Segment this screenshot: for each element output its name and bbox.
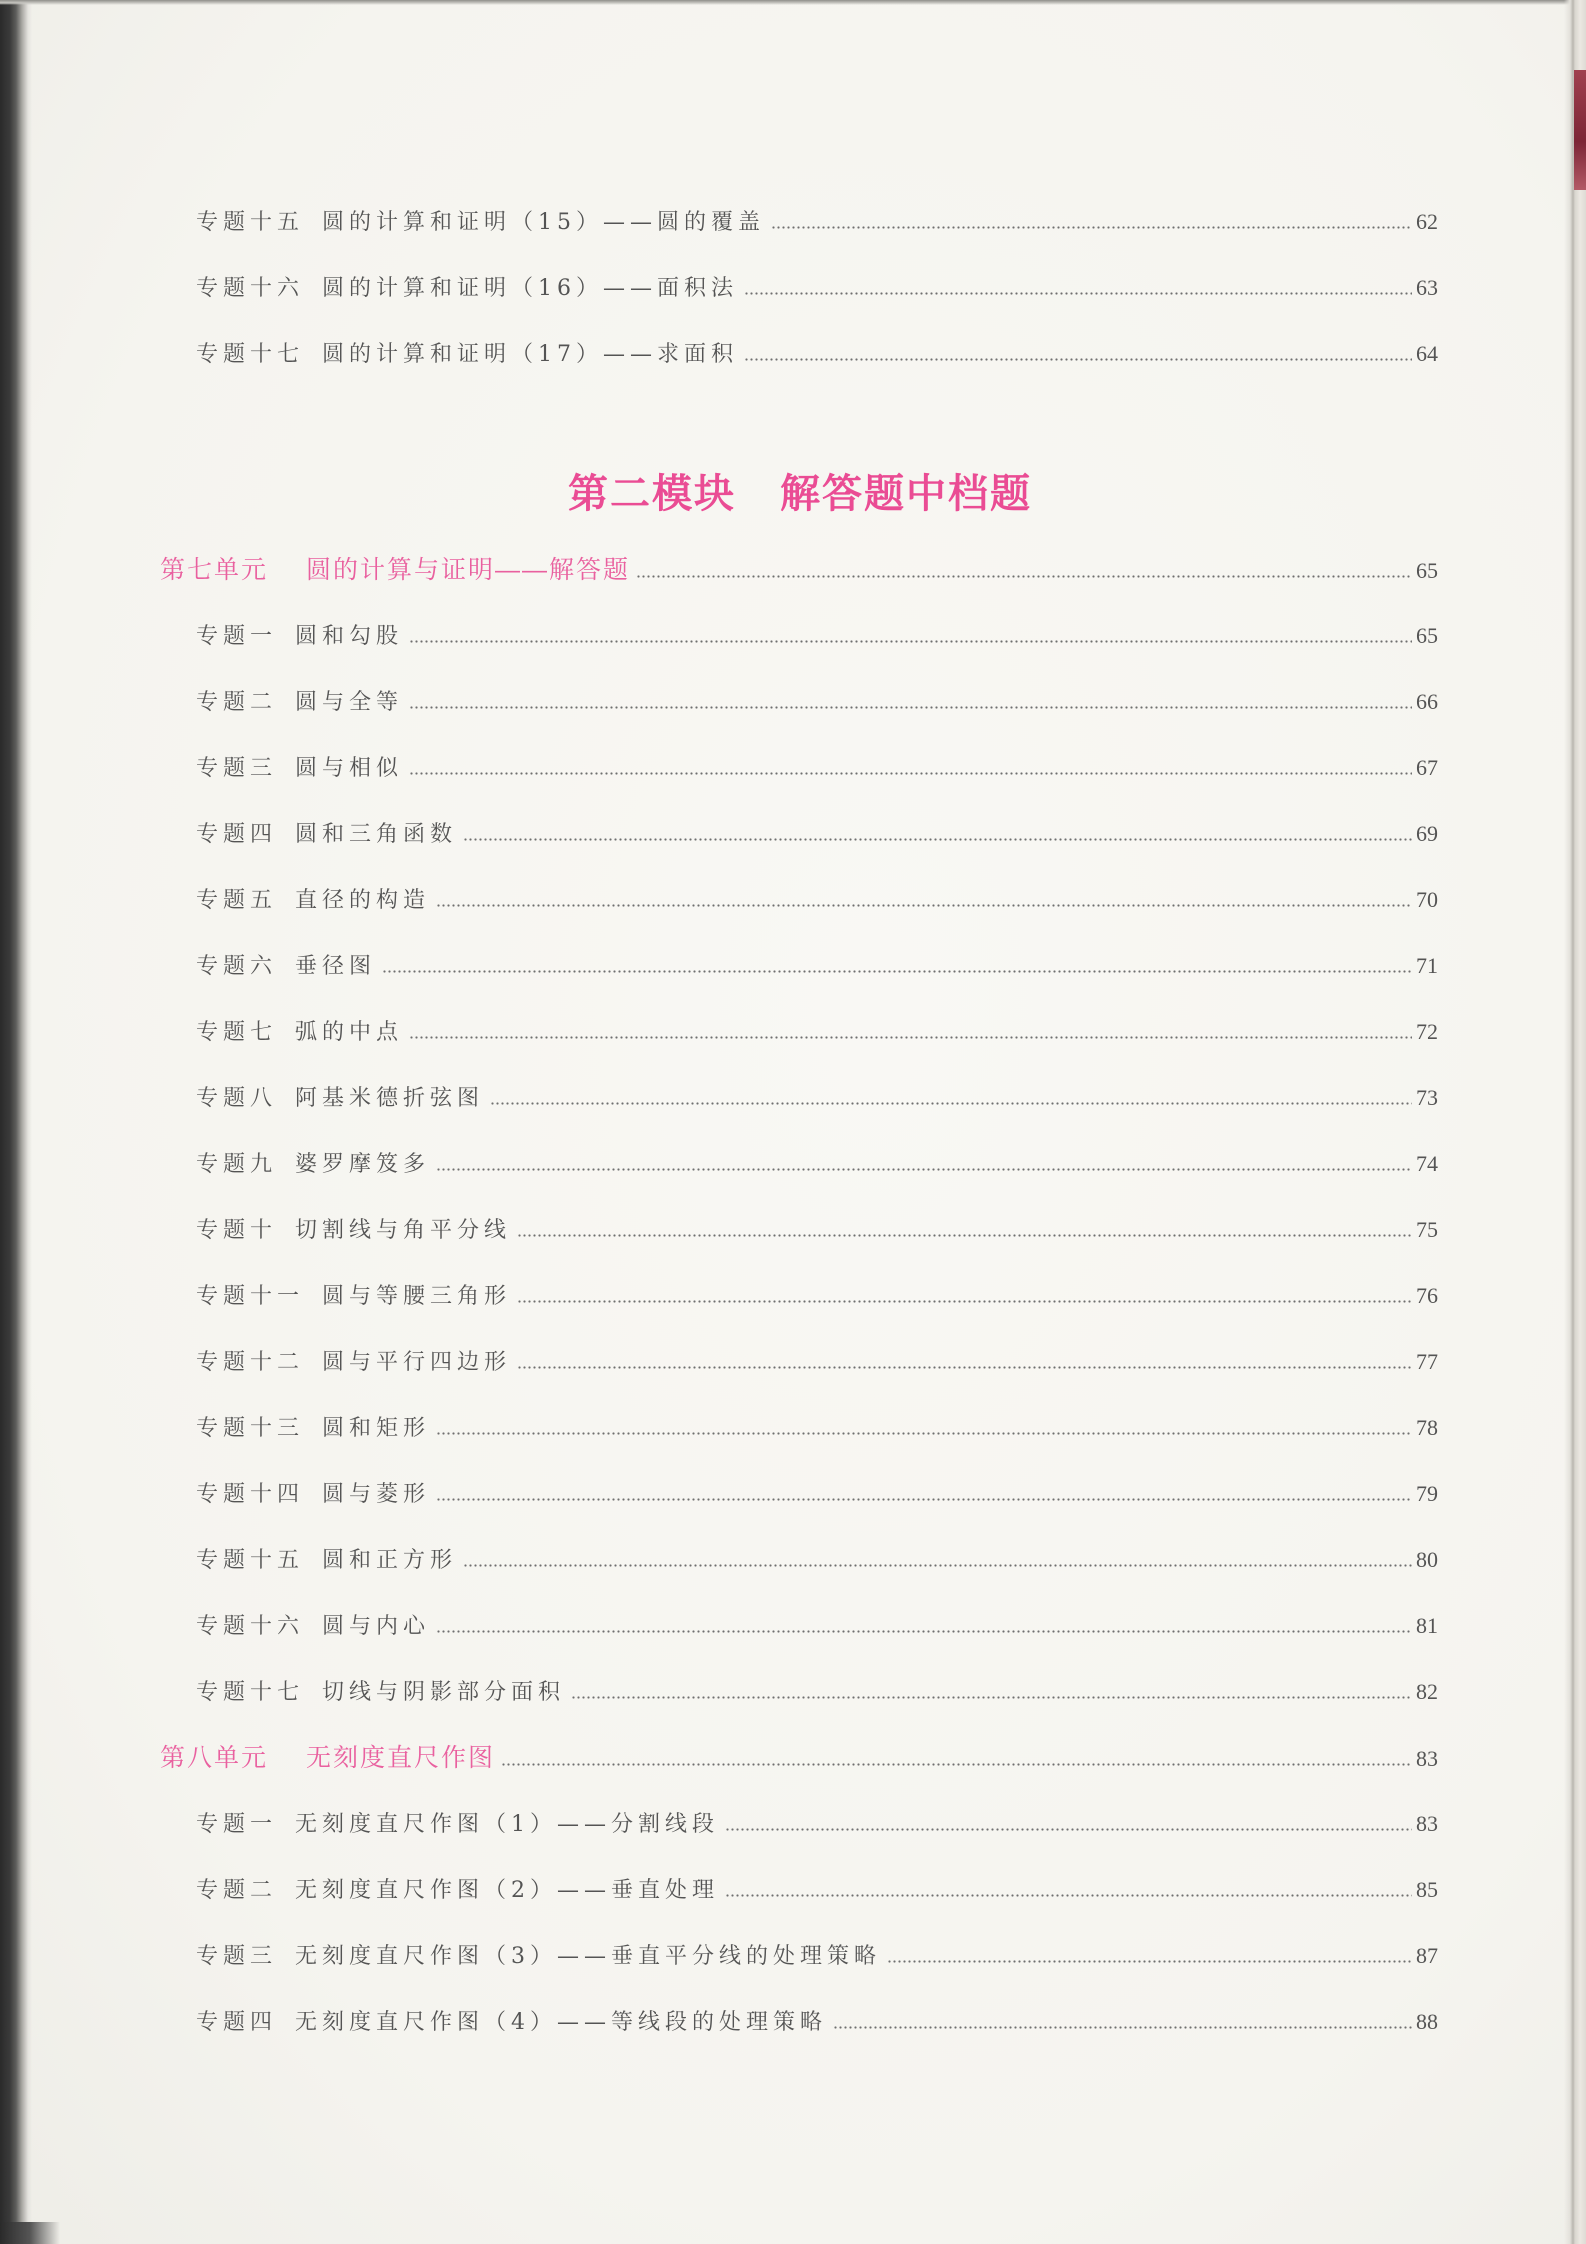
topic-number: 专题十五 xyxy=(196,1548,305,1573)
page-number: 67 xyxy=(1416,755,1438,780)
toc-entry xyxy=(0,867,1438,933)
topic-number: 专题十四 xyxy=(196,1482,305,1507)
topic-title: 婆罗摩笈多 xyxy=(295,1152,431,1177)
toc-entry xyxy=(0,669,1438,735)
dot-leader xyxy=(744,292,1412,295)
dot-leader xyxy=(517,1300,1412,1303)
page-number: 64 xyxy=(1416,341,1438,366)
topic-number: 专题五 xyxy=(196,888,278,913)
topic-title: 圆与菱形 xyxy=(322,1482,431,1507)
dot-leader xyxy=(463,838,1412,841)
toc-entry xyxy=(0,1923,1438,1989)
dot-leader xyxy=(409,1036,1412,1039)
dot-leader xyxy=(436,904,1412,907)
dot-leader xyxy=(382,970,1412,973)
topic-title: 阿基米德折弦图 xyxy=(295,1086,485,1111)
topic-number: 专题三 xyxy=(196,1944,278,1969)
toc-entry xyxy=(0,1527,1438,1593)
toc-entry xyxy=(0,1461,1438,1527)
topic-title: 无刻度直尺作图（4）——等线段的处理策略 xyxy=(295,2010,828,2035)
toc-unit-list xyxy=(0,537,1438,2055)
module-heading xyxy=(14,466,1586,522)
toc-entry xyxy=(0,1395,1438,1461)
dot-leader xyxy=(517,1234,1412,1237)
topic-number: 专题七 xyxy=(196,1020,278,1045)
dot-leader xyxy=(771,226,1412,229)
page-number: 62 xyxy=(1416,209,1438,234)
page-number: 83 xyxy=(1416,1746,1438,1771)
topic-number: 专题十六 xyxy=(196,1614,305,1639)
topic-number: 专题六 xyxy=(196,954,278,979)
dot-leader xyxy=(490,1102,1412,1105)
dot-leader xyxy=(725,1828,1412,1831)
topic-title: 圆的计算和证明（16）——面积法 xyxy=(322,276,739,301)
module-title: 解答题中档题 xyxy=(780,470,1032,517)
toc-entry xyxy=(0,603,1438,669)
topic-title: 圆的计算和证明（17）——求面积 xyxy=(322,342,739,367)
dot-leader xyxy=(436,1432,1412,1435)
scan-edge-right xyxy=(1564,0,1586,2244)
topic-title: 圆与相似 xyxy=(295,756,404,781)
topic-number: 专题十五 xyxy=(196,210,305,235)
toc-entry xyxy=(0,1857,1438,1923)
toc-entry xyxy=(0,1263,1438,1329)
topic-title: 圆与等腰三角形 xyxy=(322,1284,512,1309)
dot-leader xyxy=(409,640,1412,643)
topic-title: 无刻度直尺作图（1）——分割线段 xyxy=(295,1812,720,1837)
unit-title: 无刻度直尺作图 xyxy=(306,1744,496,1772)
topic-number: 专题三 xyxy=(196,756,278,781)
topic-title: 圆和勾股 xyxy=(295,624,404,649)
page-number: 80 xyxy=(1416,1547,1438,1572)
toc-entry xyxy=(0,1593,1438,1659)
topic-title: 圆的计算和证明（15）——圆的覆盖 xyxy=(322,210,766,235)
topic-title: 直径的构造 xyxy=(295,888,431,913)
topic-title: 圆与内心 xyxy=(322,1614,431,1639)
toc-entry xyxy=(0,1791,1438,1857)
dot-leader xyxy=(744,358,1412,361)
topic-title: 弧的中点 xyxy=(295,1020,404,1045)
topic-title: 圆和三角函数 xyxy=(295,822,458,847)
page-number: 77 xyxy=(1416,1349,1438,1374)
dot-leader xyxy=(833,2026,1412,2029)
unit-title: 圆的计算与证明——解答题 xyxy=(306,556,631,584)
scan-edge-top xyxy=(0,0,1586,5)
module-label: 第二模块 xyxy=(568,470,736,517)
page-number: 82 xyxy=(1416,1679,1438,1704)
dot-leader xyxy=(517,1366,1412,1369)
toc-entry xyxy=(0,1329,1438,1395)
toc-entry xyxy=(0,1989,1438,2055)
dot-leader xyxy=(436,1498,1412,1501)
topic-title: 切割线与角平分线 xyxy=(295,1218,512,1243)
topic-number: 专题四 xyxy=(196,822,278,847)
dot-leader xyxy=(409,772,1412,775)
topic-number: 专题十七 xyxy=(196,342,305,367)
topic-number: 专题一 xyxy=(196,1812,278,1837)
topic-number: 专题四 xyxy=(196,2010,278,2035)
page-number: 74 xyxy=(1416,1151,1438,1176)
topic-number: 专题十三 xyxy=(196,1416,305,1441)
page-number: 78 xyxy=(1416,1415,1438,1440)
page-number: 73 xyxy=(1416,1085,1438,1110)
toc-entry xyxy=(0,1065,1438,1131)
dot-leader xyxy=(501,1763,1412,1766)
unit-label: 第七单元 xyxy=(160,556,269,584)
dot-leader xyxy=(887,1960,1412,1963)
dot-leader xyxy=(636,575,1412,578)
topic-title: 无刻度直尺作图（3）——垂直平分线的处理策略 xyxy=(295,1944,882,1969)
topic-title: 圆与平行四边形 xyxy=(322,1350,512,1375)
book-edge-mark xyxy=(1574,70,1586,190)
dot-leader xyxy=(409,706,1412,709)
page-number: 81 xyxy=(1416,1613,1438,1638)
topic-title: 圆与全等 xyxy=(295,690,404,715)
scan-edge-bottom xyxy=(0,2222,60,2244)
page-number: 83 xyxy=(1416,1811,1438,1836)
topic-number: 专题十六 xyxy=(196,276,305,301)
page-number: 65 xyxy=(1416,623,1438,648)
topic-number: 专题二 xyxy=(196,1878,278,1903)
toc-entry xyxy=(0,189,1438,255)
page-number: 70 xyxy=(1416,887,1438,912)
page-number: 71 xyxy=(1416,953,1438,978)
dot-leader xyxy=(436,1168,1412,1171)
toc-entry xyxy=(0,1197,1438,1263)
dot-leader xyxy=(436,1630,1412,1633)
topic-title: 切线与阴影部分面积 xyxy=(322,1680,566,1705)
dot-leader xyxy=(725,1894,1412,1897)
page-number: 75 xyxy=(1416,1217,1438,1242)
toc-continued-list xyxy=(0,189,1438,387)
topic-title: 无刻度直尺作图（2）——垂直处理 xyxy=(295,1878,720,1903)
topic-number: 专题二 xyxy=(196,690,278,715)
unit-label: 第八单元 xyxy=(160,1744,269,1772)
page-number: 63 xyxy=(1416,275,1438,300)
toc-entry xyxy=(0,1659,1438,1725)
topic-number: 专题十一 xyxy=(196,1284,305,1309)
page-number: 88 xyxy=(1416,2009,1438,2034)
page-number: 69 xyxy=(1416,821,1438,846)
toc-entry xyxy=(0,1131,1438,1197)
topic-title: 圆和正方形 xyxy=(322,1548,458,1573)
topic-number: 专题十七 xyxy=(196,1680,305,1705)
dot-leader xyxy=(571,1696,1412,1699)
topic-title: 垂径图 xyxy=(295,954,377,979)
unit-heading xyxy=(0,1725,1438,1791)
page-number: 66 xyxy=(1416,689,1438,714)
page-number: 79 xyxy=(1416,1481,1438,1506)
toc-entry xyxy=(0,801,1438,867)
page-number: 85 xyxy=(1416,1877,1438,1902)
unit-heading xyxy=(0,537,1438,603)
toc-entry xyxy=(0,255,1438,321)
topic-number: 专题九 xyxy=(196,1152,278,1177)
toc-entry xyxy=(0,933,1438,999)
topic-number: 专题十 xyxy=(196,1218,278,1243)
topic-title: 圆和矩形 xyxy=(322,1416,431,1441)
toc-entry xyxy=(0,321,1438,387)
toc-entry xyxy=(0,999,1438,1065)
page-number: 87 xyxy=(1416,1943,1438,1968)
toc-entry xyxy=(0,735,1438,801)
topic-number: 专题一 xyxy=(196,624,278,649)
page-number: 65 xyxy=(1416,558,1438,583)
topic-number: 专题八 xyxy=(196,1086,278,1111)
page-number: 72 xyxy=(1416,1019,1438,1044)
dot-leader xyxy=(463,1564,1412,1567)
page-number: 76 xyxy=(1416,1283,1438,1308)
topic-number: 专题十二 xyxy=(196,1350,305,1375)
